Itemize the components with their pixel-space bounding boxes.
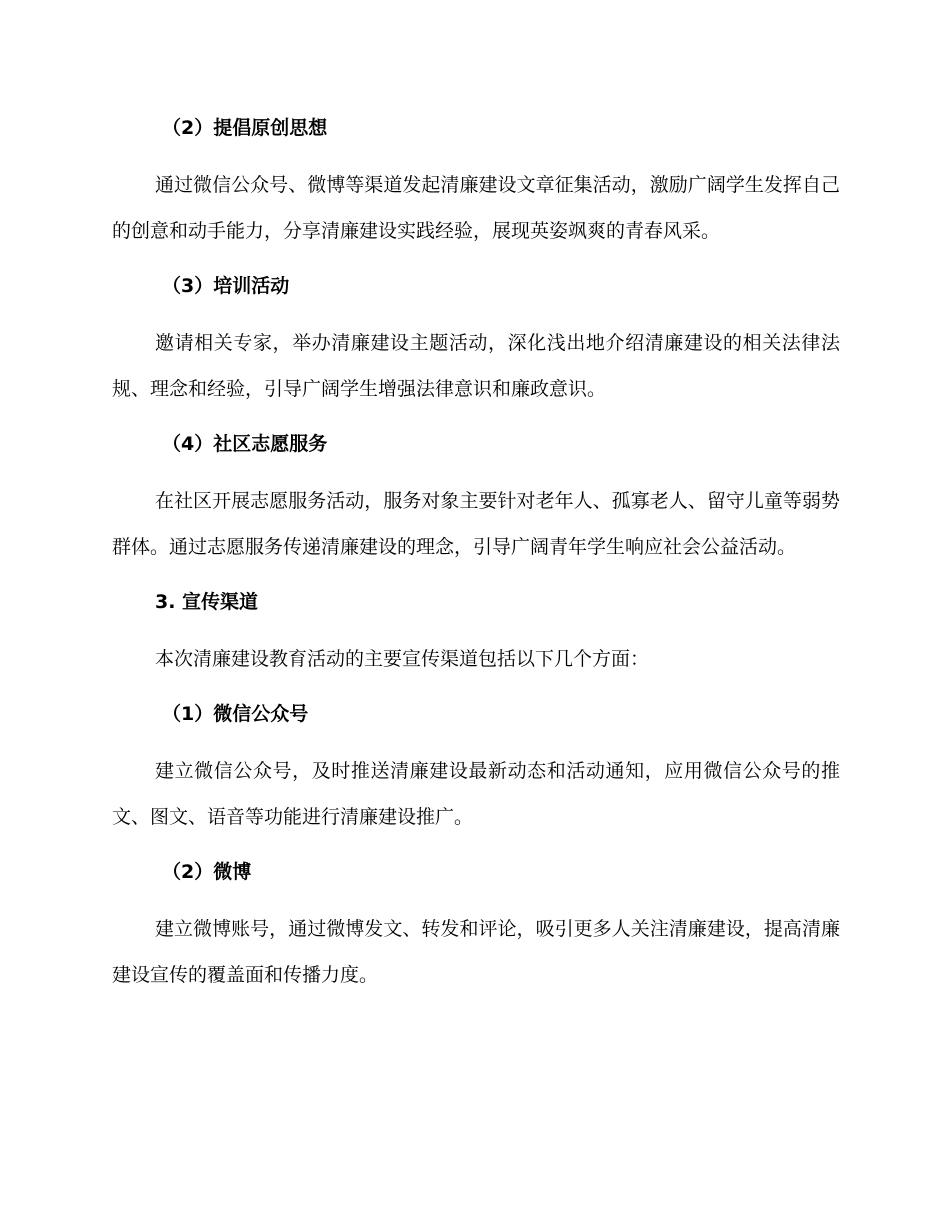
- section-paragraph: 本次清廉建设教育活动的主要宣传渠道包括以下几个方面：: [155, 648, 650, 670]
- section-heading: （3）培训活动: [162, 275, 290, 297]
- section-paragraph: 建立微博账号，通过微博发文、转发和评论，吸引更多人关注清廉建设，提高清廉建设宣传的覆盖面和传播力度。: [112, 918, 840, 986]
- section-heading: （4）社区志愿服务: [162, 433, 328, 455]
- section-heading: （1）微信公众号: [162, 703, 309, 725]
- section-heading: （2）提倡原创思想: [162, 117, 328, 139]
- section-paragraph: 在社区开展志愿服务活动，服务对象主要针对老年人、孤寡老人、留守儿童等弱势群体。通过志愿服务传递清廉建设的理念，引导广阔青年学生响应社会公益活动。: [112, 490, 840, 558]
- document-page: [112, 110, 840, 1012]
- section-paragraph: 邀请相关专家，举办清廉建设主题活动，深化浅出地介绍清廉建设的相关法律法规、理念和经验，引导广阔学生增强法律意识和廉政意识。: [112, 332, 840, 400]
- section-heading: （2）微博: [162, 861, 252, 883]
- section-heading: 3. 宣传渠道: [155, 591, 259, 613]
- section-paragraph: 建立微信公众号，及时推送清廉建设最新动态和活动通知，应用微信公众号的推文、图文、语音等功能进行清廉建设推广。: [112, 760, 840, 828]
- section-paragraph: 通过微信公众号、微博等渠道发起清廉建设文章征集活动，激励广阔学生发挥自己的创意和动手能力，分享清廉建设实践经验，展现英姿飒爽的青春风采。: [112, 174, 840, 242]
